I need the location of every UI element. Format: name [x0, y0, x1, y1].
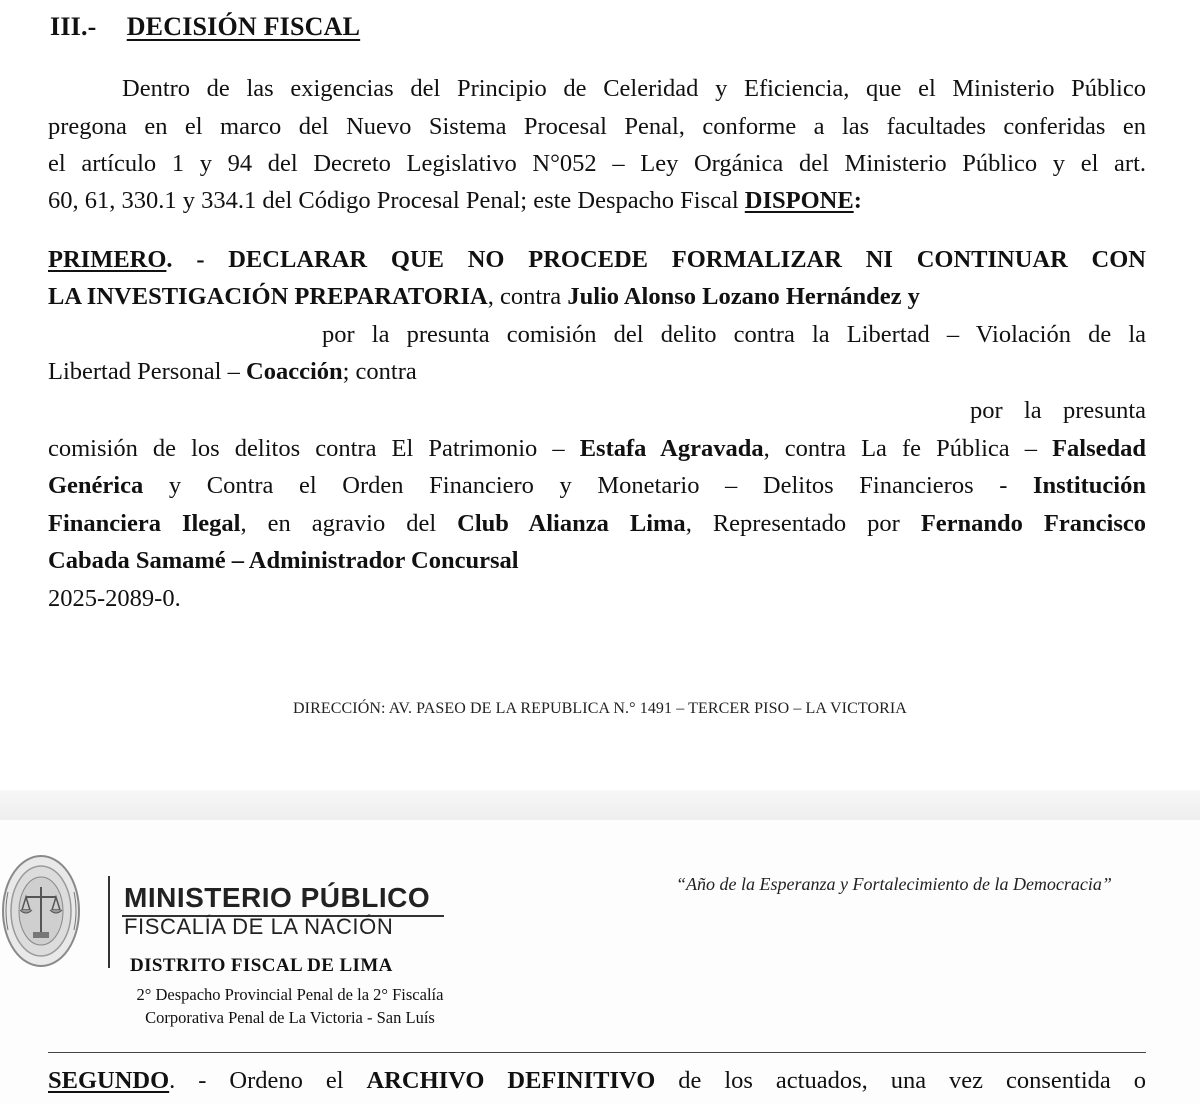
office-line-1: 2° Despacho Provincial Penal de la 2° Fiscalía	[136, 985, 444, 1004]
segundo-archivo: ARCHIVO DEFINITIVO	[366, 1067, 656, 1094]
office-address: DIRECCIÓN: AV. PASEO DE LA REPUBLICA N.° 1491 – TERCER PISO – LA VICTORIA	[293, 700, 907, 717]
primero-coaccion: Coacción	[246, 358, 343, 385]
section-title: DECISIÓN FISCAL	[126, 12, 361, 41]
primero-line-4	[48, 353, 1146, 390]
segundo-line-1	[48, 1062, 1146, 1099]
office-line-2: Corporativa Penal de La Victoria - San Luís	[145, 1008, 435, 1027]
primero-label: PRIMERO	[48, 246, 167, 273]
primero-line-6	[48, 430, 1146, 467]
intro-line-3: el artículo 1 y 94 del Decreto Legislativo N°052 – Ley Orgánica del Ministerio Público y el art.	[48, 150, 1146, 177]
intro-line-4-text: 60, 61, 330.1 y 334.1 del Código Procesal Penal; este Despacho Fiscal	[48, 187, 745, 214]
primero-line-3: por la presunta comisión del delito contra la Libertad – Violación de la	[322, 321, 1146, 348]
primero-club-alianza: Club Alianza Lima	[457, 510, 686, 537]
primero-line-1	[48, 241, 1146, 278]
primero-agravio: , en agravio del	[240, 510, 458, 537]
primero-financiera-ilegal: Financiera Ilegal	[48, 510, 241, 537]
page-gap	[0, 790, 1200, 820]
primero-line-2	[48, 278, 1146, 315]
primero-libertad: Libertad Personal –	[48, 358, 246, 385]
primero-orden-financiero: y Contra el Orden Financiero y Monetario – Delitos Financieros -	[143, 472, 1033, 499]
segundo-rest: de los actuados, una vez consentida o	[655, 1067, 1146, 1094]
primero-estafa: Estafa Agravada	[579, 435, 764, 462]
primero-contra-2: ; contra	[342, 358, 417, 385]
year-motto: “Año de la Esperanza y Fortalecimiento de la Democracia”	[676, 874, 1112, 894]
intro-line-1: Dentro de las exigencias del Principio de Celeridad y Eficiencia, que el Ministerio Público	[122, 75, 1146, 102]
segundo-ordeno: . - Ordeno el	[169, 1067, 367, 1094]
distrito-fiscal: DISTRITO FISCAL DE LIMA	[130, 955, 393, 976]
primero-fe-publica: , contra La fe Pública –	[763, 435, 1053, 462]
primero-representado: , Representado por	[685, 510, 921, 537]
intro-line-2: pregona en el marco del Nuevo Sistema Procesal Penal, conforme a las facultades conferidas en	[48, 113, 1146, 140]
fiscalia-name: FISCALÍA DE LA NACIÓN	[124, 914, 394, 939]
dispone-word: DISPONE	[744, 187, 854, 214]
primero-representative-name: Fernando Francisco	[920, 510, 1146, 537]
primero-declaration: . - DECLARAR QUE NO PROCEDE FORMALIZAR NI CONTINUAR CON	[166, 246, 1146, 273]
ministry-seal-icon	[0, 852, 82, 970]
intro-line-4	[48, 182, 1146, 219]
primero-investigacion: LA INVESTIGACIÓN PREPARATORIA	[48, 283, 488, 310]
primero-line-8	[48, 505, 1146, 542]
primero-falsedad: Falsedad	[1052, 435, 1146, 462]
primero-accused-name: Julio Alonso Lozano Hernández y	[567, 283, 920, 310]
segundo-label: SEGUNDO	[48, 1067, 170, 1094]
primero-generica: Genérica	[48, 472, 144, 499]
primero-line-5: por la presunta	[970, 397, 1146, 424]
ministry-name: MINISTERIO PÚBLICO	[124, 882, 431, 913]
primero-contra: , contra	[487, 283, 568, 310]
letterhead-divider	[108, 876, 110, 968]
case-number: 2025-2089-0.	[48, 585, 181, 612]
primero-line-7	[48, 467, 1146, 504]
primero-line-9: Cabada Samamé – Administrador Concursal	[48, 547, 519, 574]
primero-institucion: Institución	[1032, 472, 1146, 499]
section-heading	[50, 12, 360, 42]
primero-patrimonio: comisión de los delitos contra El Patrimonio –	[48, 435, 580, 462]
dispone-colon: :	[853, 187, 862, 214]
header-separator	[48, 1052, 1146, 1053]
section-number: III.-	[50, 12, 97, 41]
